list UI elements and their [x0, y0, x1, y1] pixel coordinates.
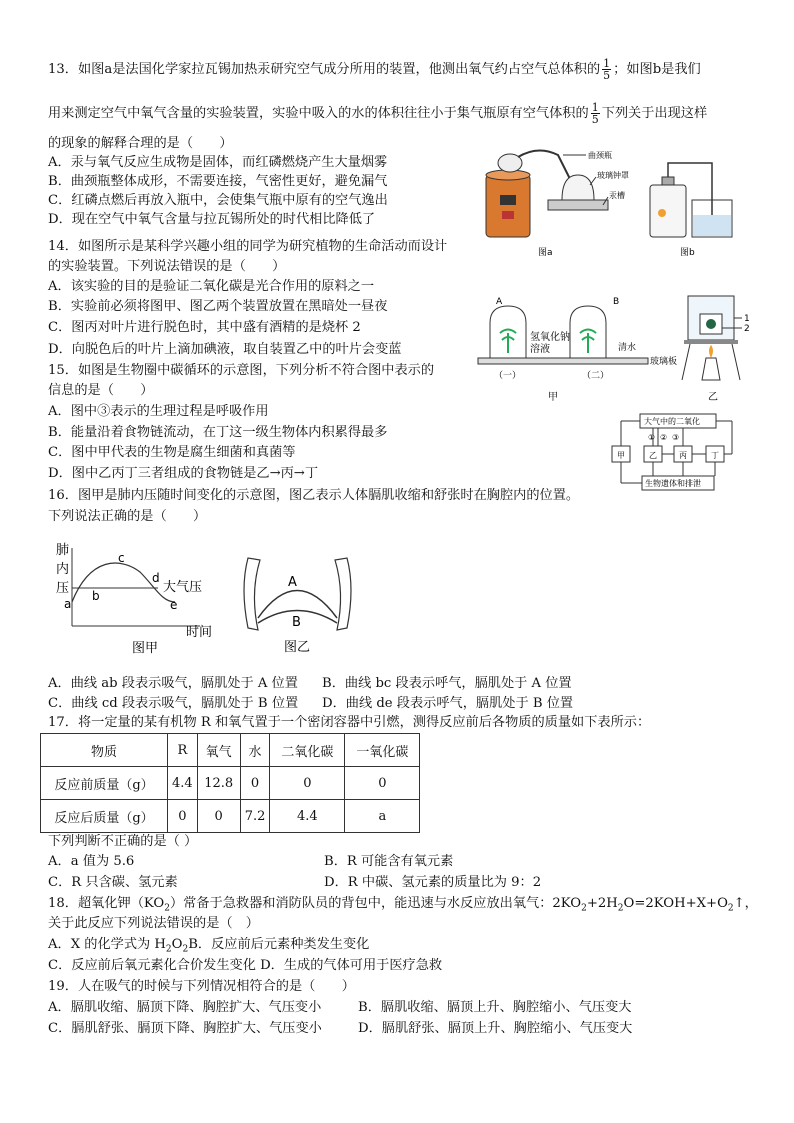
q18-line1: 18．超氧化钾$(KO_2)$常备于急救器和消防队员的背包中，能迅速与水反应放出氧气：$2KO_2+2H_2O=2KOH+X+O_2↑$，	[48, 896, 758, 914]
q13-option-b[interactable]: B．曲颈瓶整体成形，不需要连接，气密性更好，避免漏气	[48, 174, 388, 189]
water	[693, 215, 731, 236]
fraction-one-fifth-2: $\frac{1}{5}$	[591, 101, 599, 126]
svg-text:溶液: 溶液	[530, 344, 550, 355]
svg-text:c: c	[118, 551, 125, 565]
table-cell: 12.8	[197, 767, 240, 800]
q14-line2: 的实验装置。下列说法错误的是（ ）	[48, 259, 286, 274]
table-header-cell: 二氧化碳	[270, 734, 345, 767]
q15-option-d[interactable]: D．图中乙丙丁三者组成的食物链是乙→丙→丁	[48, 466, 319, 481]
svg-text:压: 压	[56, 581, 70, 596]
svg-text:b: b	[92, 589, 100, 603]
gas-bottle	[650, 185, 686, 237]
table-header-cell: 一氧化碳	[345, 734, 420, 767]
svg-text:玻璃板: 玻璃板	[650, 357, 678, 367]
table-cell: 0	[168, 800, 198, 833]
svg-text:（一）: （一）	[494, 371, 522, 381]
q13-line2: 用来测定空气中氧气含量的实验装置，实验中吸入的水的体积往往小于集气瓶原有空气体积的 $\frac{1}{5}$ 下列关于出现这样	[48, 101, 708, 126]
svg-text:（二）: （二）	[582, 371, 610, 381]
q14-option-c[interactable]: C．图丙对叶片进行脱色时，其中盛有酒精的是烧杯 2	[48, 320, 361, 335]
fraction-one-fifth: $\frac{1}{5}$	[603, 57, 611, 82]
burning-phosphorus	[658, 209, 666, 217]
q15-line1: 15．如图是生物圈中碳循环的示意图，下列分析不符合图中表示的	[48, 363, 435, 378]
svg-text:内: 内	[56, 562, 70, 577]
q17-option-d[interactable]: D．R 中碳、氢元素的质量比为 9：2	[324, 875, 542, 890]
svg-text:a: a	[64, 597, 72, 611]
table-cell: a	[345, 800, 420, 833]
plant-a	[500, 330, 516, 354]
left-ribcage	[244, 558, 260, 630]
svg-text:清水: 清水	[618, 343, 637, 353]
svg-text:肺: 肺	[56, 543, 70, 558]
q14-option-b[interactable]: B．实验前必须将图甲、图乙两个装置放置在黑暗处一昼夜	[48, 299, 388, 314]
figure-carbon-cycle	[608, 410, 748, 498]
mercury-trough	[548, 200, 608, 210]
q13-option-c[interactable]: C．红磷点燃后再放入瓶中，会使集气瓶中原有的空气逸出	[48, 193, 388, 208]
svg-text:B: B	[613, 297, 620, 307]
table-cell: 反应前质量（g）	[41, 767, 168, 800]
svg-text:③: ③	[672, 433, 680, 442]
q13-option-d[interactable]: D．现在空气中氧气含量与拉瓦锡所处的时代相比降低了	[48, 212, 376, 227]
svg-text:图甲: 图甲	[132, 641, 159, 656]
svg-text:1: 1	[744, 314, 750, 324]
q17-after: 下列判断不正确的是（ ）	[48, 834, 198, 849]
q17-option-c[interactable]: C．R 只含碳、氢元素	[48, 875, 178, 890]
figure-q16-yi-diaphragm	[240, 548, 355, 658]
svg-text:生物遗体和排泄: 生物遗体和排泄	[645, 479, 701, 488]
q16-option-a[interactable]: A．曲线 ab 段表示吸气，膈肌处于 A 位置	[48, 676, 298, 691]
q13-line1: 13．如图a是法国化学家拉瓦锡加热汞研究空气成分所用的装置，他测出氧气约占空气总体积的 $\frac{1}{5}$ ；如图b是我们	[48, 57, 701, 82]
q18-option-a-b[interactable]: A．X 的化学式为 $H_2O_2B$．反应前后元素种类发生变化	[48, 937, 370, 955]
stopper	[662, 177, 674, 185]
table-cell: 7.2	[240, 800, 270, 833]
furnace	[486, 175, 530, 237]
q16-line2: 下列说法正确的是（ ）	[48, 509, 207, 524]
furnace-fire	[502, 211, 514, 219]
q15-option-c[interactable]: C．图中甲代表的生物是腐生细菌和真菌等	[48, 445, 296, 460]
table-cell: 4.4	[168, 767, 198, 800]
table-header-cell: R	[168, 734, 198, 767]
q17-line1: 17．将一定量的某有机物 R 和氧气置于一个密闭容器中引燃，测得反应前后各物质的质量如下表所示：	[48, 715, 651, 730]
svg-text:①: ①	[648, 433, 656, 442]
plant-b	[580, 330, 596, 354]
q17-option-a[interactable]: A．a 值为 5.6	[48, 854, 135, 869]
q19-option-d[interactable]: D．膈肌舒张、膈顶上升、胸腔缩小、气压变大	[358, 1021, 633, 1036]
table-cell: 4.4	[270, 800, 345, 833]
alcohol-lamp	[702, 358, 720, 380]
label-retort: 曲颈瓶	[588, 151, 612, 160]
table-cell: 反应后质量（g）	[41, 800, 168, 833]
svg-text:丁: 丁	[711, 451, 719, 460]
q14-option-d[interactable]: D．向脱色后的叶片上滴加碘液，取自装置乙中的叶片会变蓝	[48, 342, 402, 357]
svg-text:氢氧化钠: 氢氧化钠	[530, 332, 570, 343]
q18-option-c-d[interactable]: C．反应前后氧元素化合价发生变化 D．生成的气体可用于医疗急救	[48, 958, 443, 973]
q18-line2: 关于此反应下列说法错误的是（ ）	[48, 916, 259, 931]
q19-line1: 19．人在吸气的时候与下列情况相符合的是（ ）	[48, 979, 355, 994]
svg-text:②: ②	[660, 433, 668, 442]
figure-q14-yi	[680, 288, 755, 406]
svg-text:e: e	[170, 598, 178, 612]
diaphragm-a	[258, 591, 337, 619]
table-cell: 0	[270, 767, 345, 800]
q16-line1: 16．图甲是肺内压随时间变化的示意图，图乙表示人体膈肌收缩和舒张时在胸腔内的位置。	[48, 488, 580, 503]
q14-option-a[interactable]: A．该实验的目的是验证二氧化碳是光合作用的原料之一	[48, 279, 375, 294]
q19-option-a[interactable]: A．膈肌收缩、膈顶下降、胸腔扩大、气压变小	[48, 1000, 322, 1015]
glass-bell-jar	[562, 175, 594, 200]
table-cell: 0	[240, 767, 270, 800]
svg-text:A: A	[288, 575, 297, 590]
svg-text:大气压: 大气压	[163, 580, 203, 595]
svg-text:d: d	[152, 571, 160, 585]
tripod-top	[684, 340, 738, 344]
q17-mass-table	[40, 733, 420, 833]
table-row	[41, 767, 420, 800]
q15-line2: 信息的是（ ）	[48, 383, 154, 398]
q15-option-b[interactable]: B．能量沿着食物链流动，在丁这一级生物体内积累得最多	[48, 425, 388, 440]
label-trough: 汞槽	[609, 191, 625, 200]
q19-option-b[interactable]: B．膈肌收缩、膈顶上升、胸腔缩小、气压变大	[358, 1000, 632, 1015]
table-cell: 0	[197, 800, 240, 833]
figure-q16-jia-graph	[50, 542, 230, 657]
figure-a-lavoisier-apparatus	[478, 145, 630, 260]
caption-fig-b: 图b	[680, 248, 695, 258]
table-header-cell: 水	[240, 734, 270, 767]
q16-option-c[interactable]: C．曲线 cd 段表示吸气，膈肌处于 B 位置	[48, 696, 299, 711]
svg-text:2: 2	[744, 324, 750, 334]
q17-option-b[interactable]: B．R 可能含有氧元素	[324, 854, 454, 869]
svg-text:时间: 时间	[186, 625, 213, 640]
caption-fig-a: 图a	[538, 248, 553, 258]
q16-option-b[interactable]: B．曲线 bc 段表示呼气，膈肌处于 A 位置	[322, 676, 572, 691]
svg-text:A: A	[496, 297, 503, 307]
q16-option-d[interactable]: D．曲线 de 段表示呼气，膈肌处于 B 位置	[322, 696, 574, 711]
table-row	[41, 800, 420, 833]
figure-q14-jia	[478, 288, 678, 406]
svg-text:乙: 乙	[649, 451, 657, 460]
flame	[709, 345, 713, 358]
svg-text:甲: 甲	[548, 392, 558, 403]
figure-b-oxygen-test	[640, 155, 740, 260]
svg-text:丙: 丙	[679, 451, 687, 460]
table-cell: 0	[345, 767, 420, 800]
svg-text:甲: 甲	[617, 451, 625, 460]
svg-text:乙: 乙	[708, 392, 718, 403]
q15-option-a[interactable]: A．图中③表示的生理过程是呼吸作用	[48, 404, 269, 419]
table-header-cell: 物质	[41, 734, 168, 767]
q14-line1: 14．如图所示是某科学兴趣小组的同学为研究植物的生命活动而设计	[48, 239, 448, 254]
svg-text:B: B	[292, 615, 301, 630]
svg-text:图乙: 图乙	[284, 640, 311, 655]
table-header-row	[41, 734, 420, 767]
leaf	[706, 319, 716, 329]
glass-plate	[478, 358, 648, 364]
furnace-door	[500, 195, 516, 205]
q19-option-c[interactable]: C．膈肌舒张、膈顶下降、胸腔扩大、气压变小	[48, 1021, 322, 1036]
table-header-cell: 氧气	[197, 734, 240, 767]
svg-text:大气中的二氧化: 大气中的二氧化	[644, 417, 700, 426]
q13-option-a[interactable]: A．汞与氧气反应生成物是固体，而红磷燃烧产生大量烟雾	[48, 155, 388, 170]
label-bell-jar: 玻璃钟罩	[597, 171, 629, 180]
q13-stem-end: 的现象的解释合理的是（ ）	[48, 136, 233, 151]
right-ribcage	[335, 558, 351, 630]
